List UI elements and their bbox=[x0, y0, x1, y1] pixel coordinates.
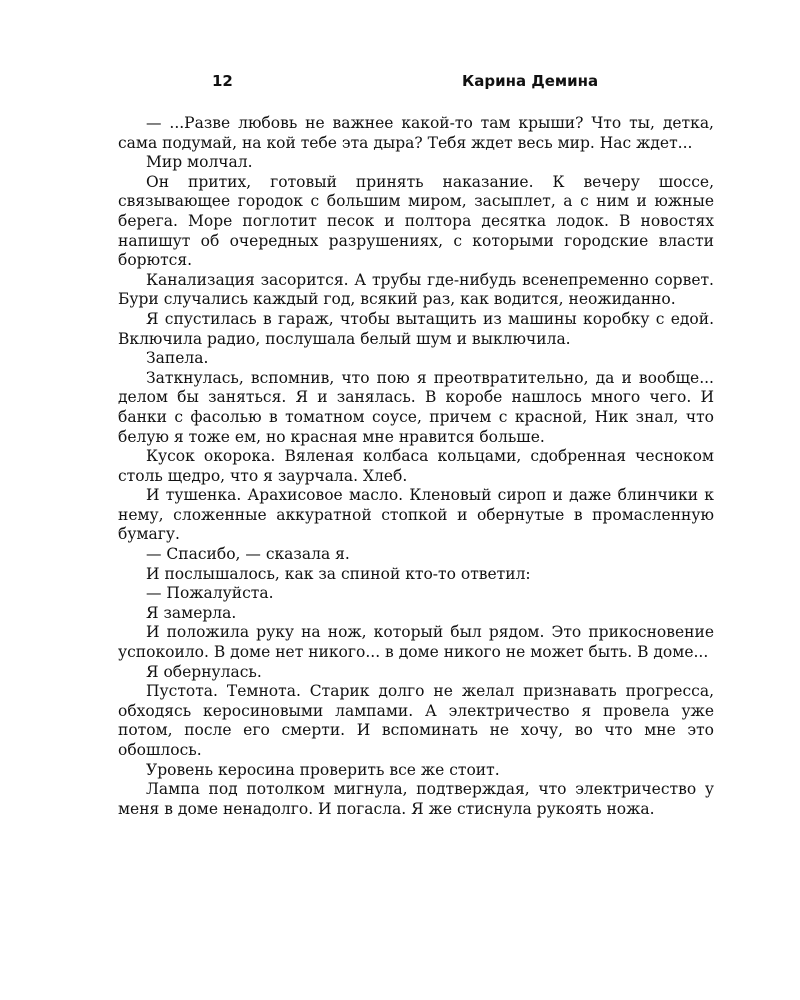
page-number: 12 bbox=[212, 72, 233, 90]
paragraph: Я обернулась. bbox=[146, 662, 262, 681]
paragraph: Пустота. Темнота. Старик долго не желал признавать прогресса, обходясь керосиновыми лампами. А электричество я провела уже потом, после его смерти. И вспоминать не хочу, во что мне это обошлось. bbox=[118, 682, 714, 759]
paragraph: Я замерла. bbox=[146, 603, 237, 622]
body-text bbox=[118, 114, 714, 819]
paragraph: Лампа под потолком мигнула, подтверждая, что электричество у меня в доме ненадолго. И погасла. Я же стиснула рукоять ножа. bbox=[118, 780, 714, 818]
paragraph: И положила руку на нож, который был рядом. Это прикосновение успокоило. В доме нет никого... в доме никого не может быть. В доме... bbox=[118, 623, 714, 662]
paragraph: Запела. bbox=[146, 349, 209, 368]
paragraph: Заткнулась, вспомнив, что пою я преотвратительно, да и вообще... делом бы заняться. Я и занялась. В коробе нашлось много чего. И банки с фасолью в томатном соусе, причем с красной, Ник знал, что белую я тоже ем, но красная мне нравится больше. bbox=[118, 368, 714, 446]
paragraph: — ...Разве любовь не важнее какой-то там крыши? Что ты, детка, сама подумай, на кой тебе эта дыра? Тебя ждет весь мир. Нас ждет... bbox=[118, 114, 714, 152]
author-name: Карина Демина bbox=[462, 72, 599, 90]
paragraph: Мир молчал. bbox=[146, 153, 253, 172]
paragraph: — Пожалуйста. bbox=[146, 584, 274, 603]
paragraph: Кусок окорока. Вяленая колбаса кольцами, сдобренная чесноком столь щедро, что я заурчала. Хлеб. bbox=[118, 447, 714, 485]
running-head bbox=[118, 72, 714, 94]
paragraph: Я спустилась в гараж, чтобы вытащить из машины коробку с едой. Включила радио, послушала белый шум и выключила. bbox=[118, 309, 714, 348]
paragraph: Канализация засорится. А трубы где-нибудь всенепременно сорвет. Бури случались каждый год, всякий раз, как водится, неожиданно. bbox=[118, 270, 714, 309]
paragraph: И тушенка. Арахисовое масло. Кленовый сироп и даже блинчики к нему, сложенные аккуратной стопкой и обернутые в промасленную бумагу. bbox=[118, 486, 714, 544]
paragraph: — Спасибо, — сказала я. bbox=[146, 545, 350, 564]
paragraph: Он притих, готовый принять наказание. К вечеру шоссе, связывающее городок с большим миром, засыплет, а с ним и южные берега. Море поглотит песок и полтора десятка лодок. В новостях напишут об очередных разрушениях, с которыми городские власти борются. bbox=[118, 172, 714, 270]
paragraph: И послышалось, как за спиной кто-то ответил: bbox=[146, 564, 531, 583]
paragraph: Уровень керосина проверить все же стоит. bbox=[146, 760, 500, 779]
